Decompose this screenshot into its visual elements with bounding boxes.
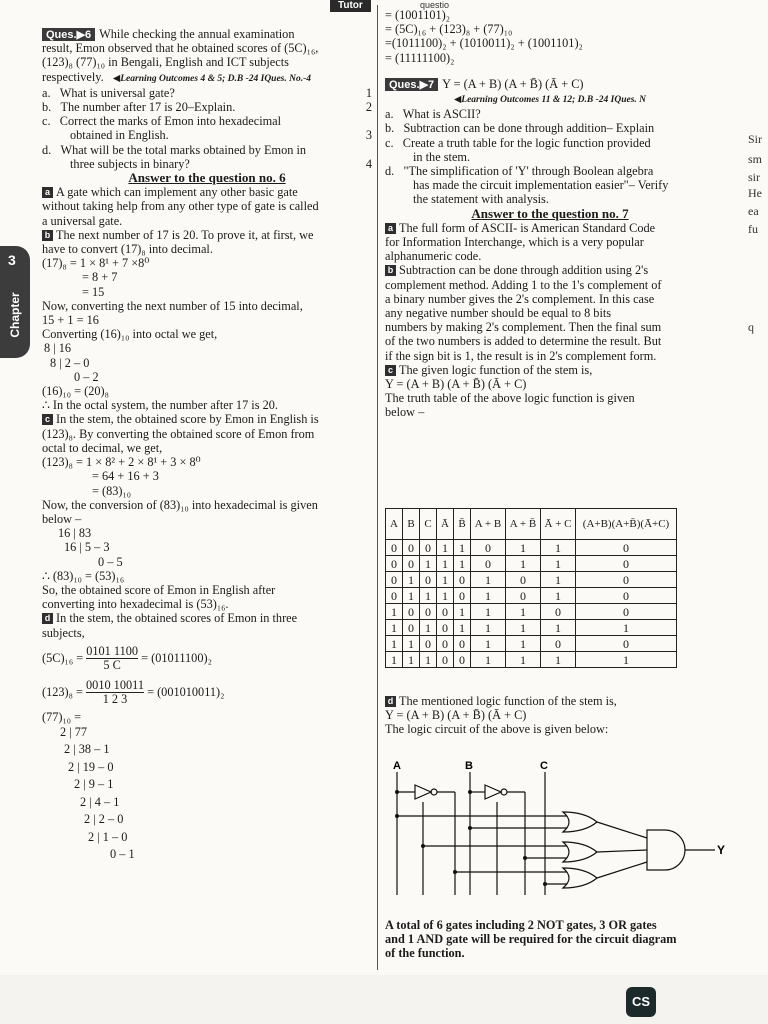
truth-table-header: B̄ (454, 509, 471, 540)
table-cell: 0 (576, 636, 677, 652)
table-cell: 1 (471, 604, 506, 620)
ans7-c-line: below – (385, 405, 425, 420)
truth-table-header: C (420, 509, 437, 540)
table-cell: 1 (420, 588, 437, 604)
edge-text: sm (748, 152, 763, 166)
ans7-b-line: of the two numbers is added to determine the result. But (385, 334, 662, 349)
sum-line: = (5C)₁₆ + (123)₈ + (77)₁₀ (385, 22, 513, 37)
truth-table-header: (A+B)(A+B̄)(Ā+C) (576, 509, 677, 540)
edge-text: fu (748, 222, 758, 236)
or-gate-1 (563, 812, 597, 832)
table-cell: 1 (437, 588, 454, 604)
table-cell: 1 (471, 636, 506, 652)
truth-table-header: Ā + C (541, 509, 576, 540)
edge-text: ea (748, 204, 759, 218)
q6-stem-line: Ques.▶6 While checking the annual examination (42, 27, 372, 41)
division-step: 2 | 2 – 0 (84, 812, 124, 827)
column-divider (377, 5, 378, 970)
q6-stem-line: (123)₈ (77)₁₀ in Bengali, English and ICT subjects (42, 55, 289, 70)
ans7-b-line: b Subtraction can be done through addition using 2's (385, 263, 715, 277)
not-gate-b (485, 785, 501, 799)
table-cell: 0 (386, 588, 403, 604)
q6-stem-line: result, Emon observed that he obtained scores of (5C)₁₆, (42, 41, 319, 56)
ans7-a-line: for Information Interchange, which is a very popular (385, 235, 644, 250)
division-step: 8 | 16 (44, 341, 72, 356)
ans6-b-line: b The next number of 17 is 20. To prove it, at first, we (42, 228, 372, 242)
table-cell: 0 (576, 556, 677, 572)
table-cell: 0 (471, 540, 506, 556)
ans6-c-line: (123)₈. By converting the obtained score of Emon from (42, 426, 315, 441)
q6-item-b: b. The number after 17 is 20–Explain. 2 (42, 100, 372, 115)
ans6-b-line: have to convert (17)₈ into decimal. (42, 242, 213, 257)
q6-item-d-cont: three subjects in binary? 4 (70, 156, 372, 171)
ans7-d-block (385, 694, 715, 737)
sum-line: = (11111100)₂ (385, 50, 455, 65)
ans6-d-line: subjects, (42, 625, 85, 640)
q6-item-a: a. What is universal gate? 1 (42, 85, 372, 100)
table-cell: 0 (420, 572, 437, 588)
input-a-label: A (393, 760, 401, 772)
table-cell: 1 (386, 652, 403, 668)
chapter-label: Chapter (8, 292, 22, 338)
and-gate (647, 830, 685, 870)
q7-item-d: d. "The simplification of 'Y' through Boolean algebra (385, 164, 654, 179)
ans6-b-line: Now, converting the next number of 15 into decimal, (42, 298, 303, 313)
ans7-b-line: numbers by making 2's complement. Then the final sum (385, 320, 662, 335)
chapter-number: 3 (8, 252, 16, 268)
table-cell: 1 (541, 588, 576, 604)
ans6-c-line: = 64 + 16 + 3 (92, 469, 159, 484)
ans7-d-line: Y = (A + B) (A + B̄) (Ā + C) (385, 708, 527, 723)
edge-text: sir (748, 170, 760, 184)
camscanner-logo: CS (626, 987, 656, 1017)
input-b-label: B (465, 760, 473, 772)
table-cell: 1 (576, 652, 677, 668)
ans7-d-line: d The mentioned logic function of the stem is, (385, 694, 715, 708)
or-gate-3 (563, 868, 597, 888)
division-step: 2 | 77 (60, 724, 88, 739)
table-cell: 0 (437, 652, 454, 668)
q7-item-c: c. Create a truth table for the logic function provided (385, 135, 651, 150)
truth-table-header: A + B̄ (506, 509, 541, 540)
conclusion-line: of the function. (385, 946, 465, 961)
table-cell: 1 (506, 540, 541, 556)
table-cell: 0 (454, 572, 471, 588)
sum-line: = (1001101)₂ (385, 8, 451, 22)
truth-table (385, 508, 677, 668)
header-tag-small: questio (420, 0, 450, 10)
ans7-a-line: alphanumeric code. (385, 249, 482, 264)
q7-item-d-cont: has made the circuit implementation easier"– Verify (413, 178, 669, 193)
division-step: 2 | 38 – 1 (64, 742, 110, 757)
ans6-b-line: (16)₁₀ = (20)₈ (42, 384, 109, 399)
right-column (385, 8, 715, 420)
edge-text: He (748, 186, 762, 200)
edge-text: Sir (748, 132, 763, 146)
ans6-c-line: = (83)₁₀ (92, 483, 132, 498)
ans7-c-line: c The given logic function of the stem is, (385, 363, 715, 377)
hex-to-binary: (5C)₁₆ = $\frac{0101 1100}{5 C}$ = (01011100)₂ (42, 644, 212, 672)
ans7-a-line: a The full form of ASCII- is American Standard Code (385, 221, 715, 235)
table-cell: 1 (420, 652, 437, 668)
ans6-c-line: below – (42, 511, 82, 526)
table-cell: 1 (420, 620, 437, 636)
or-gate-2 (563, 842, 597, 862)
table-row (386, 636, 677, 652)
division-step: 8 | 2 – 0 (50, 355, 90, 370)
edge-text: q (748, 320, 754, 334)
q7-item-b: b. Subtraction can be done through addition– Explain (385, 121, 655, 136)
ans6-b-line: Converting (16)₁₀ into octal we get, (42, 327, 218, 342)
division-step: 0 – 2 (74, 369, 99, 384)
ans6-a-line: a A gate which can implement any other basic gate (42, 185, 372, 199)
ans6-a-line: a universal gate. (42, 213, 123, 228)
truth-table-header: B (403, 509, 420, 540)
table-cell: 1 (437, 572, 454, 588)
q7-box: Ques.▶7 (385, 78, 438, 91)
decimal-to-binary: (77)₁₀ = (42, 709, 82, 724)
ans6-c-line: Now, the conversion of (83)₁₀ into hexadecimal is given (42, 497, 318, 512)
table-cell: 0 (576, 572, 677, 588)
table-cell: 0 (506, 572, 541, 588)
table-cell: 0 (403, 620, 420, 636)
answer-7-heading: Answer to the question no. 7 (471, 205, 629, 221)
division-step: 2 | 1 – 0 (88, 829, 128, 844)
ans7-b-line: any negative number should be equal to 8 bits (385, 306, 612, 321)
ans6-b-line: = 15 (82, 284, 105, 299)
q6-item-c-cont: obtained in English. 3 (70, 128, 372, 143)
table-cell: 1 (437, 556, 454, 572)
table-row (386, 540, 677, 556)
q7-item-d-cont: the statement with analysis. (413, 192, 549, 207)
table-row (386, 620, 677, 636)
table-cell: 0 (403, 604, 420, 620)
division-step: 2 | 9 – 1 (74, 777, 114, 792)
table-cell: 1 (541, 540, 576, 556)
q6-item-c: c. Correct the marks of Emon into hexadecimal (42, 114, 282, 129)
division-step: 16 | 83 (58, 526, 92, 541)
q6-learning-outcome: ◀Learning Outcomes 4 & 5; D.B -24 IQues. No.-4 (112, 73, 312, 84)
division-step: 0 – 5 (98, 554, 123, 569)
chapter-tab (0, 246, 30, 358)
q7-learning-outcome: ◀Learning Outcomes 11 & 12; D.B -24 IQues. N (453, 95, 647, 106)
table-cell: 1 (541, 556, 576, 572)
table-cell: 0 (454, 652, 471, 668)
table-cell: 0 (437, 636, 454, 652)
table-cell: 0 (403, 540, 420, 556)
table-cell: 0 (471, 556, 506, 572)
table-cell: 1 (386, 620, 403, 636)
table-cell: 1 (471, 620, 506, 636)
q6-item-d: d. What will be the total marks obtained by Emon in (42, 142, 307, 157)
table-cell: 0 (437, 620, 454, 636)
ans6-c-line: octal to decimal, we get, (42, 440, 163, 455)
table-cell: 1 (403, 588, 420, 604)
conclusion-line: and 1 AND gate will be required for the circuit diagram (385, 932, 677, 947)
table-cell: 0 (576, 604, 677, 620)
table-cell: 1 (541, 620, 576, 636)
ans7-d-line: The logic circuit of the above is given below: (385, 722, 609, 737)
output-y-label: Y (717, 843, 725, 857)
ans6-b-line: = 8 + 7 (82, 270, 118, 285)
table-cell: 1 (454, 540, 471, 556)
q6-box: Ques.▶6 (42, 28, 95, 41)
table-cell: 0 (506, 588, 541, 604)
table-cell: 1 (471, 572, 506, 588)
table-cell: 1 (506, 636, 541, 652)
answer-6-heading: Answer to the question no. 6 (128, 170, 286, 186)
table-cell: 1 (386, 636, 403, 652)
table-cell: 1 (506, 652, 541, 668)
ans6-b-line: 15 + 1 = 16 (42, 313, 99, 328)
table-cell: 1 (471, 652, 506, 668)
truth-table-header: A + B (471, 509, 506, 540)
q7-item-c-cont: in the stem. (413, 149, 471, 164)
table-cell: 0 (454, 636, 471, 652)
division-step: 2 | 19 – 0 (68, 759, 114, 774)
input-c-label: C (540, 760, 548, 772)
table-cell: 0 (437, 604, 454, 620)
q6-stem-line: respectively. ◀Learning Outcomes 4 & 5; D.B -24 IQues. No.-4 (42, 69, 312, 84)
table-cell: 0 (541, 604, 576, 620)
division-step: 0 – 1 (110, 847, 135, 862)
table-row (386, 604, 677, 620)
truth-table-header: A (386, 509, 403, 540)
table-cell: 1 (541, 652, 576, 668)
left-column (42, 27, 372, 864)
ans6-b-line: (17)₈ = 1 × 8¹ + 7 ×8⁰ (42, 256, 150, 271)
table-cell: 1 (454, 620, 471, 636)
truth-table-header: Ā (437, 509, 454, 540)
ans6-c-line: ∴ (83)₁₀ = (53)₁₆ (42, 568, 125, 583)
table-cell: 0 (386, 540, 403, 556)
table-row (386, 572, 677, 588)
table-cell: 0 (420, 604, 437, 620)
ans6-a-line: without taking help from any other type of gate is called (42, 199, 319, 214)
table-row (386, 652, 677, 668)
ans7-b-line: a binary number gives the 2's complement. In this case (385, 291, 655, 306)
ans6-b-line: ∴ In the octal system, the number after 17 is 20. (42, 398, 278, 413)
table-cell: 0 (541, 636, 576, 652)
table-cell: 0 (386, 556, 403, 572)
ans6-d-line: d In the stem, the obtained scores of Emon in three (42, 611, 372, 625)
ans7-d-conclusion (385, 918, 715, 961)
ans7-b-line: complement method. Adding 1 to the 1's complement of (385, 277, 662, 292)
table-cell: 1 (506, 604, 541, 620)
table-cell: 1 (403, 636, 420, 652)
table-cell: 0 (454, 588, 471, 604)
table-cell: 0 (420, 636, 437, 652)
division-step: 16 | 5 – 3 (64, 540, 110, 555)
q7-stem: Ques.▶7 Y = (A + B) (A + B̄) (Ā + C) (385, 77, 715, 91)
ans7-b-line: if the sign bit is 1, the result is in 2's complement form. (385, 348, 657, 363)
table-cell: 1 (437, 540, 454, 556)
table-cell: 0 (576, 588, 677, 604)
table-cell: 1 (506, 556, 541, 572)
table-cell: 1 (454, 604, 471, 620)
table-cell: 0 (403, 556, 420, 572)
logic-circuit-diagram (385, 760, 725, 910)
table-cell: 1 (420, 556, 437, 572)
ans7-c-line: Y = (A + B) (A + B̄) (Ā + C) (385, 377, 527, 392)
ans6-c-line: (123)₈ = 1 × 8² + 2 × 8¹ + 3 × 8⁰ (42, 455, 201, 470)
table-cell: 1 (506, 620, 541, 636)
table-row (386, 556, 677, 572)
table-cell: 1 (403, 652, 420, 668)
table-cell: 0 (576, 540, 677, 556)
table-cell: 1 (471, 588, 506, 604)
table-cell: 1 (541, 572, 576, 588)
table-cell: 1 (403, 572, 420, 588)
ans6-c-line: converting into hexadecimal is (53)₁₆. (42, 597, 229, 612)
table-cell: 1 (386, 604, 403, 620)
ans7-c-line: The truth table of the above logic function is given (385, 391, 635, 406)
sum-line: =(1011100)₂ + (1010011)₂ + (1001101)₂ (385, 36, 583, 51)
table-cell: 0 (420, 540, 437, 556)
ans6-c-line: So, the obtained score of Emon in English after (42, 582, 276, 597)
ans6-c-line: c In the stem, the obtained score by Emon in English is (42, 412, 372, 426)
not-gate-a (415, 785, 431, 799)
q7-item-a: a. What is ASCII? (385, 107, 481, 122)
table-cell: 0 (386, 572, 403, 588)
header-tag: Tutor (330, 0, 371, 12)
octal-to-binary: (123)₈ = $\frac{0010 10011}{1 2 3}$ = (001010011)₂ (42, 678, 225, 706)
table-cell: 1 (576, 620, 677, 636)
conclusion-line: A total of 6 gates including 2 NOT gates, 3 OR gates (385, 918, 657, 932)
table-row (386, 588, 677, 604)
table-cell: 1 (454, 556, 471, 572)
division-step: 2 | 4 – 1 (80, 794, 120, 809)
